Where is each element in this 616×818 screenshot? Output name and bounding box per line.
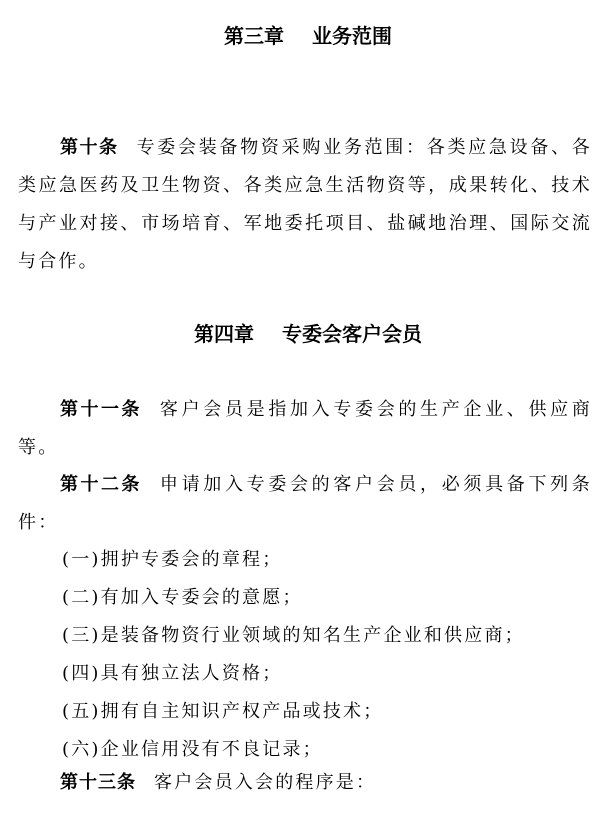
- article-12-item-3: (三)是装备物资行业领域的知名生产企业和供应商；: [62, 625, 525, 646]
- article-11-label: 第十一条: [60, 399, 142, 420]
- article-11: [18, 391, 592, 467]
- article-11-text: 客户会员是指加入专委会的生产企业、供应商等。: [18, 399, 593, 458]
- article-13-label: 第十三条: [60, 772, 136, 793]
- chapter-3-number: 第三章: [224, 24, 284, 48]
- chapter-3-heading: [0, 22, 616, 50]
- article-12-label: 第十二条: [60, 474, 142, 495]
- article-13: [18, 764, 592, 802]
- article-13-text: 客户会员入会的程序是：: [154, 772, 377, 793]
- chapter-4-heading: [0, 320, 616, 348]
- article-12: [18, 466, 592, 542]
- article-12-item-1: (一)拥护专委会的章程；: [62, 549, 283, 570]
- chapter-4-title: 专委会客户会员: [282, 322, 422, 346]
- chapter-4-number: 第四章: [194, 322, 254, 346]
- article-12-item-2: (二)有加入专委会的意愿；: [62, 587, 303, 608]
- article-10-label: 第十条: [60, 137, 119, 158]
- article-12-item-6: (六)企业信用没有不良记录；: [62, 739, 323, 760]
- article-10: [18, 129, 592, 281]
- article-12-text: 申请加入专委会的客户会员，必须具备下列条件：: [18, 474, 593, 533]
- article-10-text: 专委会装备物资采购业务范围：各类应急设备、各类应急医药及卫生物资、各类应急生活物资等，成果转化、技术与产业对接、市场培育、军地委托项目、盐碱地治理、国际交流与合作。: [18, 137, 592, 272]
- article-12-item-5: (五)拥有自主知识产权产品或技术；: [62, 701, 384, 722]
- chapter-3-title: 业务范围: [312, 24, 392, 48]
- article-12-item-4: (四)具有独立法人资格；: [62, 663, 283, 684]
